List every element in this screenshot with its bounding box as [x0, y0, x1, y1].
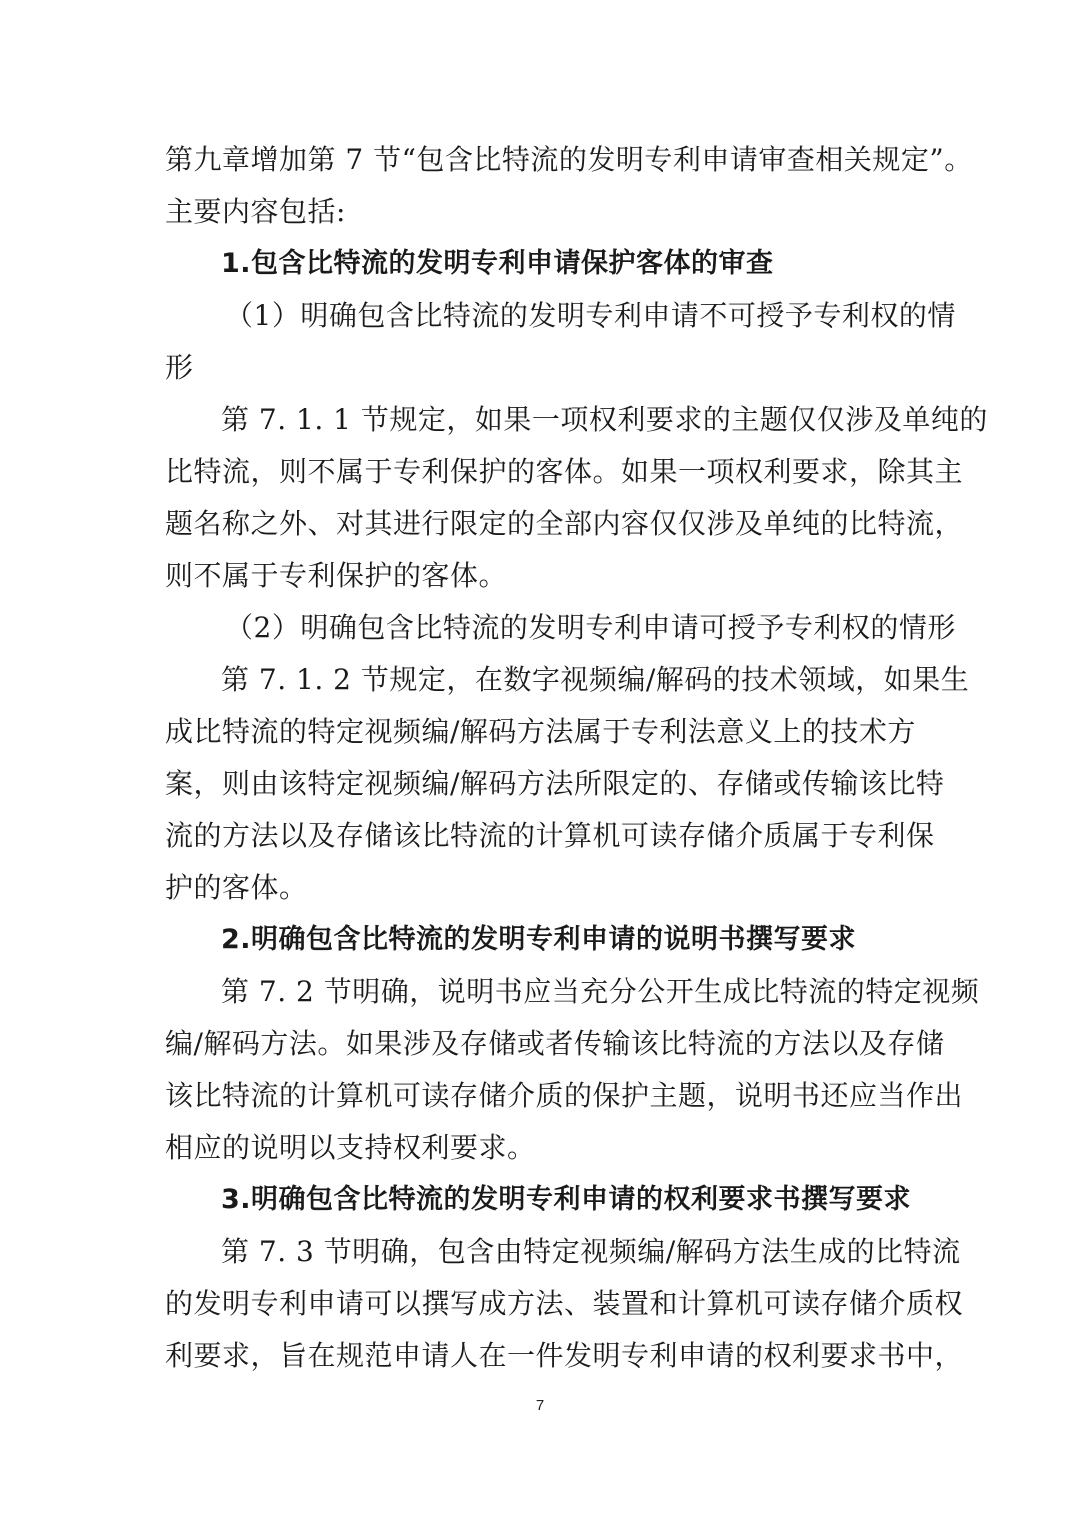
paragraph-line: 第 7. 2 节明确，说明书应当充分公开生成比特流的特定视频	[221, 975, 980, 1008]
paragraph-line: 编/解码方法。如果涉及存储或者传输该比特流的方法以及存储	[165, 1027, 945, 1060]
paragraph-line: 的发明专利申请可以撰写成方法、装置和计算机可读存储介质权	[165, 1287, 964, 1320]
paragraph-line: 则不属于专利保护的客体。	[165, 559, 508, 592]
paragraph-line: 主要内容包括:	[165, 195, 346, 228]
paragraph-line: 护的客体。	[165, 871, 308, 904]
paragraph-line: 形	[165, 351, 194, 384]
paragraph-line: 第 7. 1. 1 节规定，如果一项权利要求的主题仅仅涉及单纯的	[221, 403, 988, 436]
paragraph-line: 题名称之外、对其进行限定的全部内容仅仅涉及单纯的比特流，	[165, 507, 964, 540]
subsection-heading-1: （1）明确包含比特流的发明专利申请不可授予专利权的情	[225, 299, 956, 332]
page-number: 7	[535, 1397, 545, 1414]
paragraph-line: 流的方法以及存储该比特流的计算机可读存储介质属于专利保	[165, 819, 935, 852]
paragraph-line: 成比特流的特定视频编/解码方法属于专利法意义上的技术方	[165, 715, 916, 748]
document-body	[165, 134, 988, 1382]
section-heading-3: 3.明确包含比特流的发明专利申请的权利要求书撰写要求	[221, 1184, 912, 1215]
paragraph-line: 第 7. 3 节明确，包含由特定视频编/解码方法生成的比特流	[221, 1235, 961, 1268]
paragraph-line: 案，则由该特定视频编/解码方法所限定的、存储或传输该比特	[165, 767, 945, 800]
paragraph-line: 第九章增加第 7 节“包含比特流的发明专利申请审查相关规定”。	[165, 143, 973, 176]
paragraph-line: 比特流，则不属于专利保护的客体。如果一项权利要求，除其主	[165, 455, 964, 488]
section-heading-1: 1.包含比特流的发明专利申请保护客体的审查	[221, 248, 774, 279]
section-heading-2: 2.明确包含比特流的发明专利申请的说明书撰写要求	[221, 924, 857, 955]
subsection-heading-2: （2）明确包含比特流的发明专利申请可授予专利权的情形	[225, 611, 956, 644]
paragraph-line: 利要求，旨在规范申请人在一件发明专利申请的权利要求书中，	[165, 1339, 964, 1372]
paragraph-line: 第 7. 1. 2 节规定，在数字视频编/解码的技术领域，如果生	[221, 663, 970, 696]
paragraph-line: 该比特流的计算机可读存储介质的保护主题，说明书还应当作出	[165, 1079, 964, 1112]
paragraph-line: 相应的说明以支持权利要求。	[165, 1131, 536, 1164]
